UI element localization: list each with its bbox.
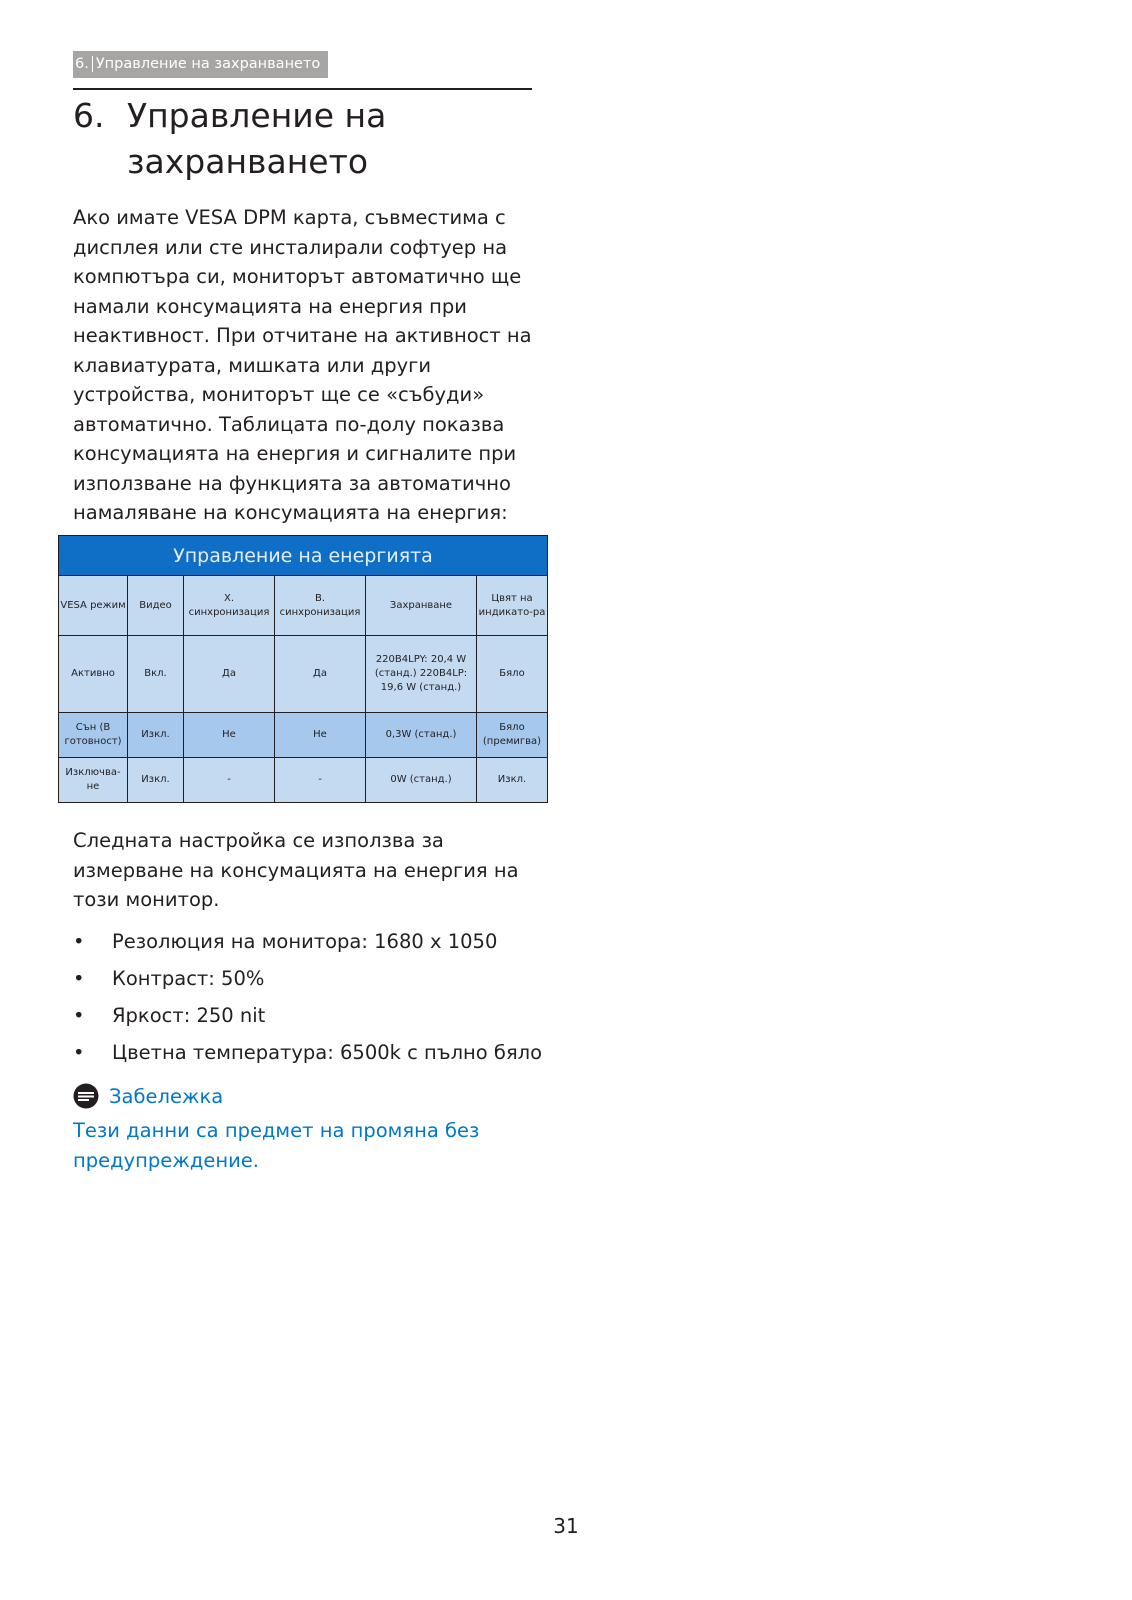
table-cell: Да — [184, 636, 275, 713]
page-number: 31 — [553, 1514, 579, 1538]
header-cell: Цвят на индикато-ра — [477, 576, 548, 636]
chapter-title — [73, 93, 543, 185]
table-cell: 0W (станд.) — [366, 758, 477, 803]
bullet: • — [73, 1004, 85, 1027]
chapter-number: 6. — [73, 96, 105, 135]
table-title: Управление на енергията — [59, 536, 548, 576]
header-rule — [73, 88, 532, 90]
table-cell: Вкл. — [128, 636, 184, 713]
running-header — [73, 51, 328, 78]
intro-paragraph: Ако имате VESA DPM карта, съвместима с дисплея или сте инсталирали софтуер на компютъра си, мониторът автоматично ще намали консумацията на енергия при неактивност. При отчитане на активност на клавиатурата, мишката или други устройства, мониторът ще се «събуди» автоматично. Таблицата по-долу показва консумацията на енергия и сигналите при използване на функцията за автоматично намаляване на консумацията на енергия: — [73, 206, 532, 524]
list-item-text: Контраст: 50% — [112, 967, 265, 990]
chapter-title-text: Управление на захранването — [127, 96, 387, 181]
measurement-settings-list — [73, 927, 553, 1075]
note-heading — [73, 1082, 223, 1110]
bullet: • — [73, 1041, 85, 1064]
list-item — [73, 927, 553, 964]
header-cell: Видео — [128, 576, 184, 636]
list-item — [73, 1038, 553, 1075]
note-text: Тези данни са предмет на промяна без предупреждение. — [73, 1119, 480, 1172]
list-item-text: Яркост: 250 nit — [112, 1004, 266, 1027]
list-item — [73, 1001, 553, 1038]
table-cell: Изкл. — [477, 758, 548, 803]
power-management-table — [58, 535, 548, 803]
running-header-title: Управление на захранването — [95, 56, 321, 72]
table-cell: Изкл. — [128, 758, 184, 803]
table-row — [59, 713, 548, 758]
bullet: • — [73, 967, 85, 990]
table-cell: - — [184, 758, 275, 803]
table-cell: 220B4LPY: 20,4 W (станд.) 220B4LP: 19,6 W (станд.) — [366, 636, 477, 713]
list-item — [73, 964, 553, 1001]
table-header-row — [59, 576, 548, 636]
list-item-text: Резолюция на монитора: 1680 x 1050 — [112, 930, 498, 953]
table-cell: 0,3W (станд.) — [366, 713, 477, 758]
bullet: • — [73, 930, 85, 953]
table-cell: Бяло — [477, 636, 548, 713]
table-cell: Да — [275, 636, 366, 713]
note-icon — [73, 1083, 99, 1109]
note-label: Забележка — [109, 1084, 224, 1108]
table-row — [59, 636, 548, 713]
running-header-number: 6. — [75, 56, 93, 72]
table-cell: Бяло (премигва) — [477, 713, 548, 758]
table-cell: Изкл. — [128, 713, 184, 758]
header-cell: VESA режим — [59, 576, 128, 636]
header-cell: Захранване — [366, 576, 477, 636]
table-cell: Не — [275, 713, 366, 758]
table-cell: Сън (В готовност) — [59, 713, 128, 758]
table-cell: - — [275, 758, 366, 803]
table-cell: Изключва-не — [59, 758, 128, 803]
table-cell: Активно — [59, 636, 128, 713]
measurement-paragraph: Следната настройка се използва за измерване на консумацията на енергия на този монитор. — [73, 829, 519, 911]
header-cell: В. синхронизация — [275, 576, 366, 636]
list-item-text: Цветна температура: 6500k с пълно бяло — [112, 1041, 543, 1064]
table-row — [59, 758, 548, 803]
header-cell: Х. синхронизация — [184, 576, 275, 636]
table-cell: Не — [184, 713, 275, 758]
